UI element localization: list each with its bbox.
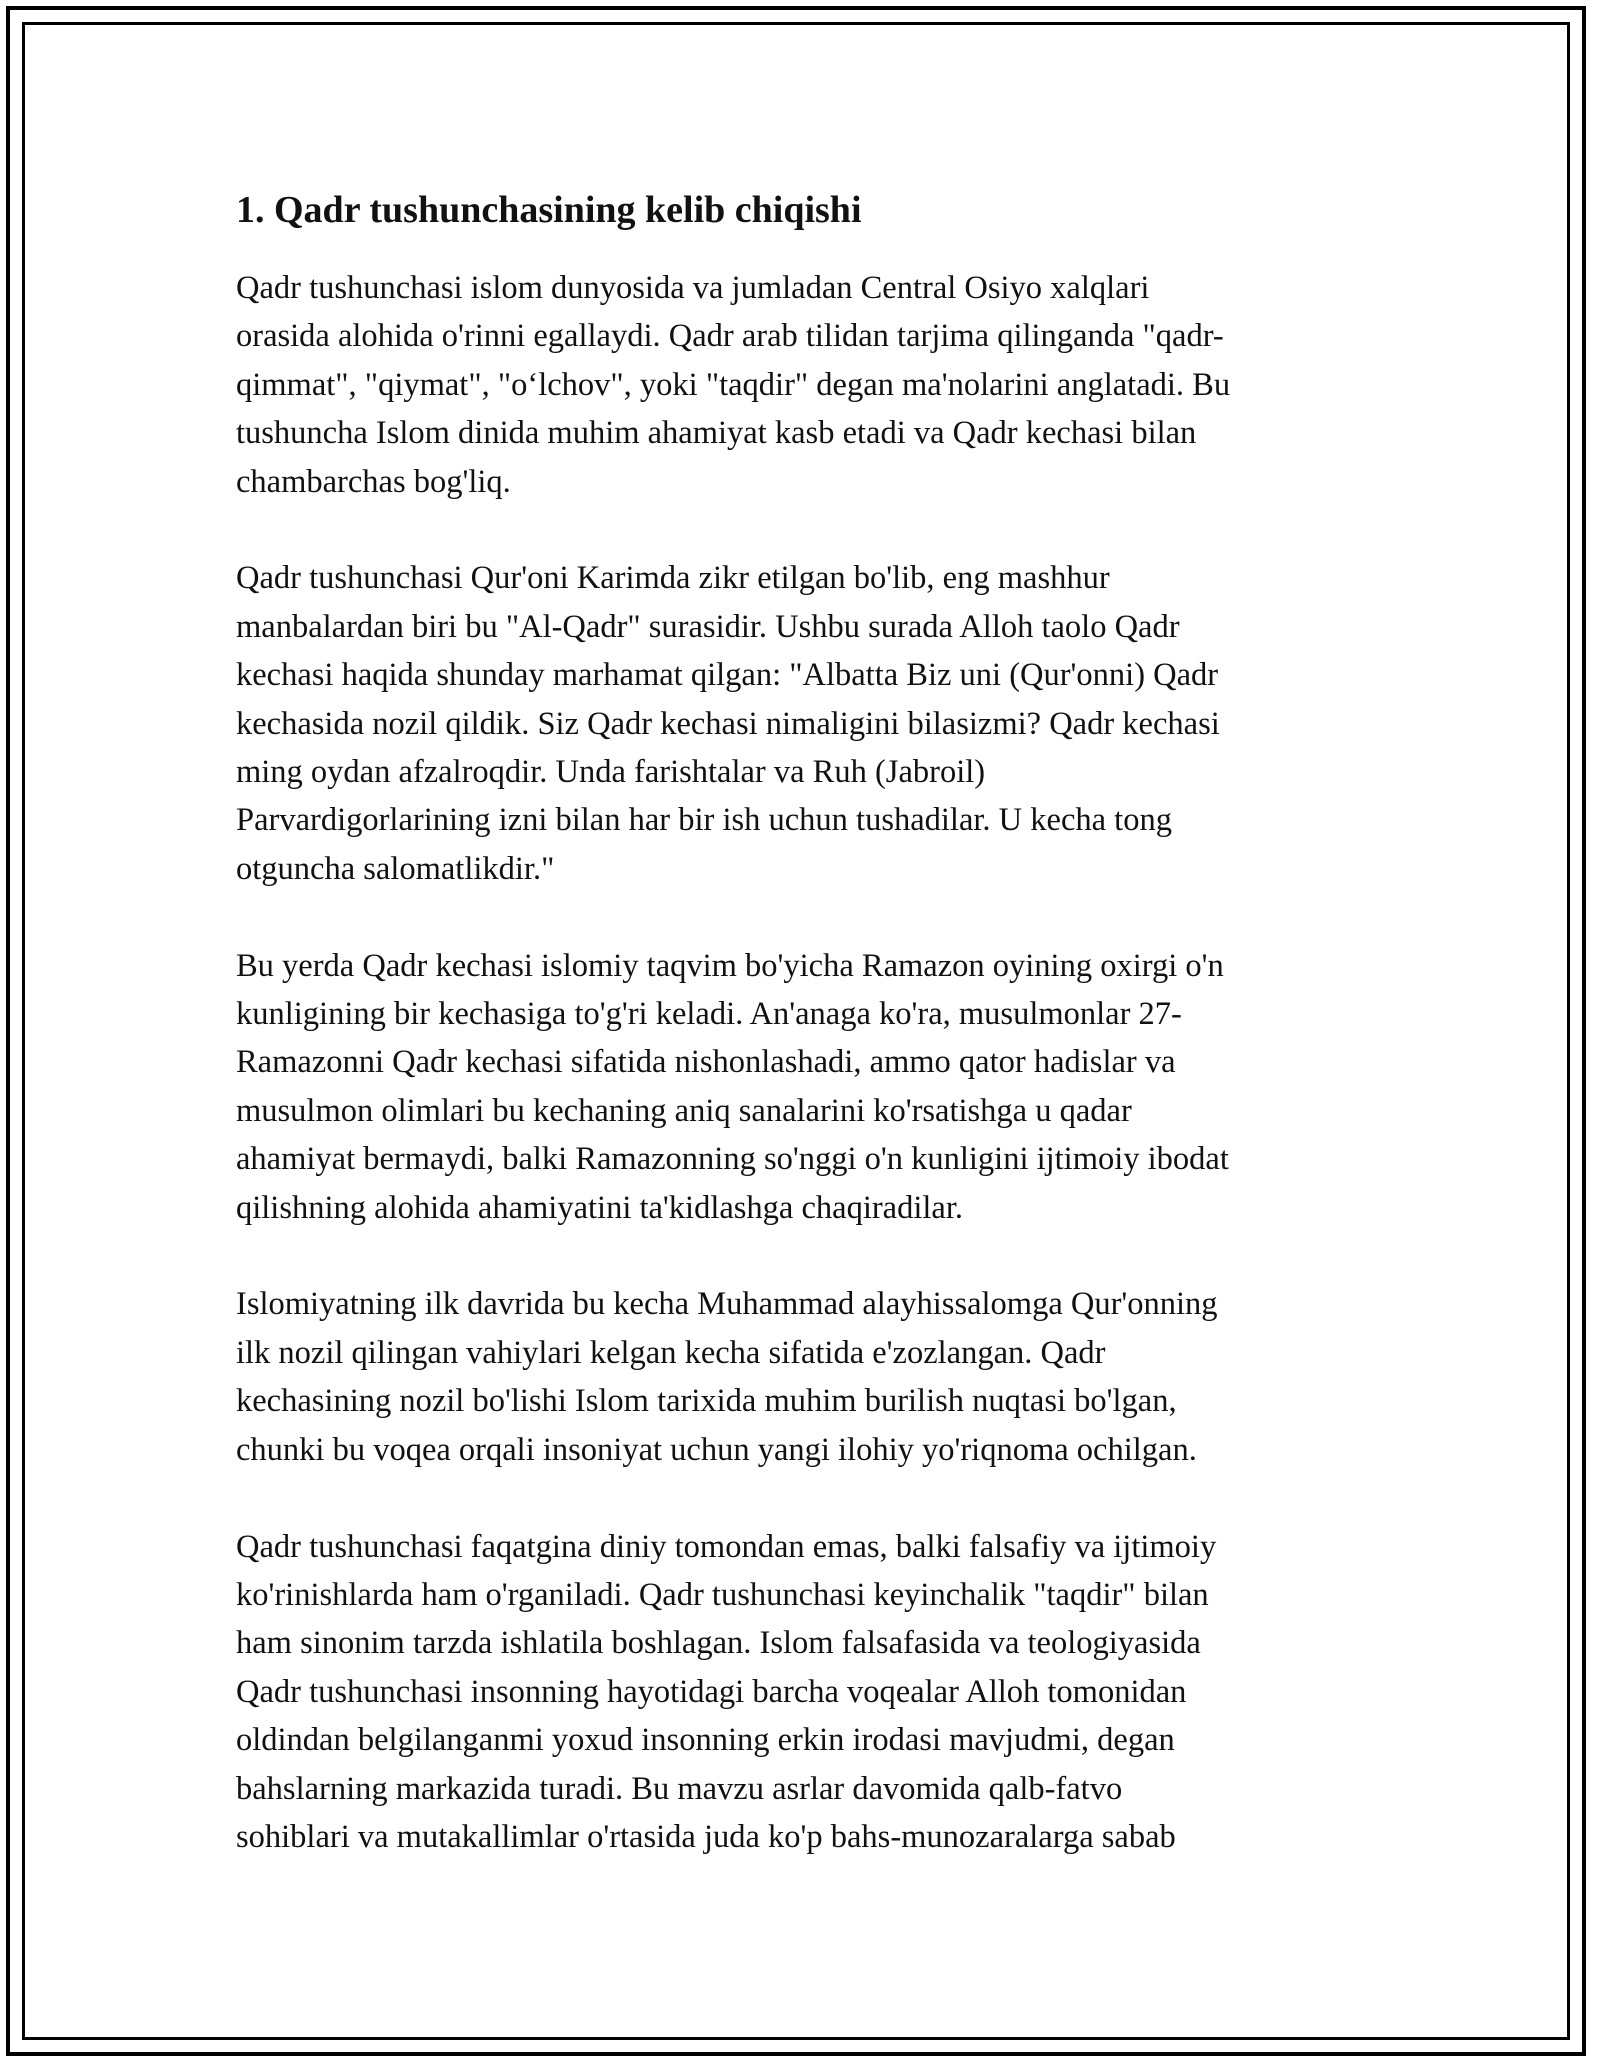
paragraph-2: Qadr tushunchasi Qur'oni Karimda zikr etilgan bo'lib, eng mashhur manbalardan biri bu "Al-Qadr" surasidir. Ushbu surada Alloh taolo Qadr kechasi haqida shunday marhamat qilgan: "Albatta Biz uni (Qur'onni) Qadr kechasida nozil qildik. Siz Qadr kechasi nimaligini bilasizmi? Qadr kechasi ming oydan afzalroqdir. Unda farishtalar va Ruh (Jabroil) Parvardigorlarining izni bilan har bir ish uchun tushadilar. U kecha tong otguncha salomatlikdir." [236, 560, 1220, 887]
section-heading: 1. Qadr tushunchasining kelib chiqishi [236, 189, 862, 231]
paragraph-5: Qadr tushunchasi faqatgina diniy tomondan emas, balki falsafiy va ijtimoiy ko'rinishlarda ham o'rganiladi. Qadr tushunchasi keyinchalik "taqdir" bilan ham sinonim tarzda ishlatila boshlagan. Islom falsafasida va teologiyasida Qadr tushunchasi insonning hayotidagi barcha voqealar Alloh tomonidan oldindan belgilanganmi yoxud insonning erkin irodasi mavjudmi, degan bahslarning markazida turadi. Bu mavzu asrlar davomida qalb-fatvo sohiblari va mutakallimlar o'rtasida juda ko'p bahs-munozaralarga sabab [236, 1528, 1217, 1855]
paragraph-1: Qadr tushunchasi islom dunyosida va jumladan Central Osiyo xalqlari orasida alohida o'rinni egallaydi. Qadr arab tilidan tarjima qilinganda "qadr- qimmat", "qiymat", "o‘lchov", yoki "taqdir" degan ma'nolarini anglatadi. Bu tushuncha Islom dinida muhim ahamiyat kasb etadi va Qadr kechasi bilan chambarchas bog'liq. [236, 270, 1231, 500]
document-body [236, 184, 1366, 1910]
paragraph-4: Islomiyatning ilk davrida bu kecha Muhammad alayhissalomga Qur'onning ilk nozil qilingan vahiylari kelgan kecha sifatida e'zozlangan. Qadr kechasining nozil bo'lishi Islom tarixida muhim burilish nuqtasi bo'lgan, chunki bu voqea orqali insoniyat uchun yangi ilohiy yo'riqnoma ochilgan. [236, 1286, 1218, 1468]
paragraph-3: Bu yerda Qadr kechasi islomiy taqvim bo'yicha Ramazon oyining oxirgi o'n kunligining bir kechasiga to'g'ri keladi. An'anaga ko'ra, musulmonlar 27- Ramazonni Qadr kechasi sifatida nishonlashadi, ammo qator hadislar va musulmon olimlari bu kechaning aniq sanalarini ko'rsatishga u qadar ahamiyat bermaydi, balki Ramazonning so'nggi o'n kunligini ijtimoiy ibodat qilishning alohida ahamiyatini ta'kidlashga chaqiradilar. [236, 947, 1229, 1226]
